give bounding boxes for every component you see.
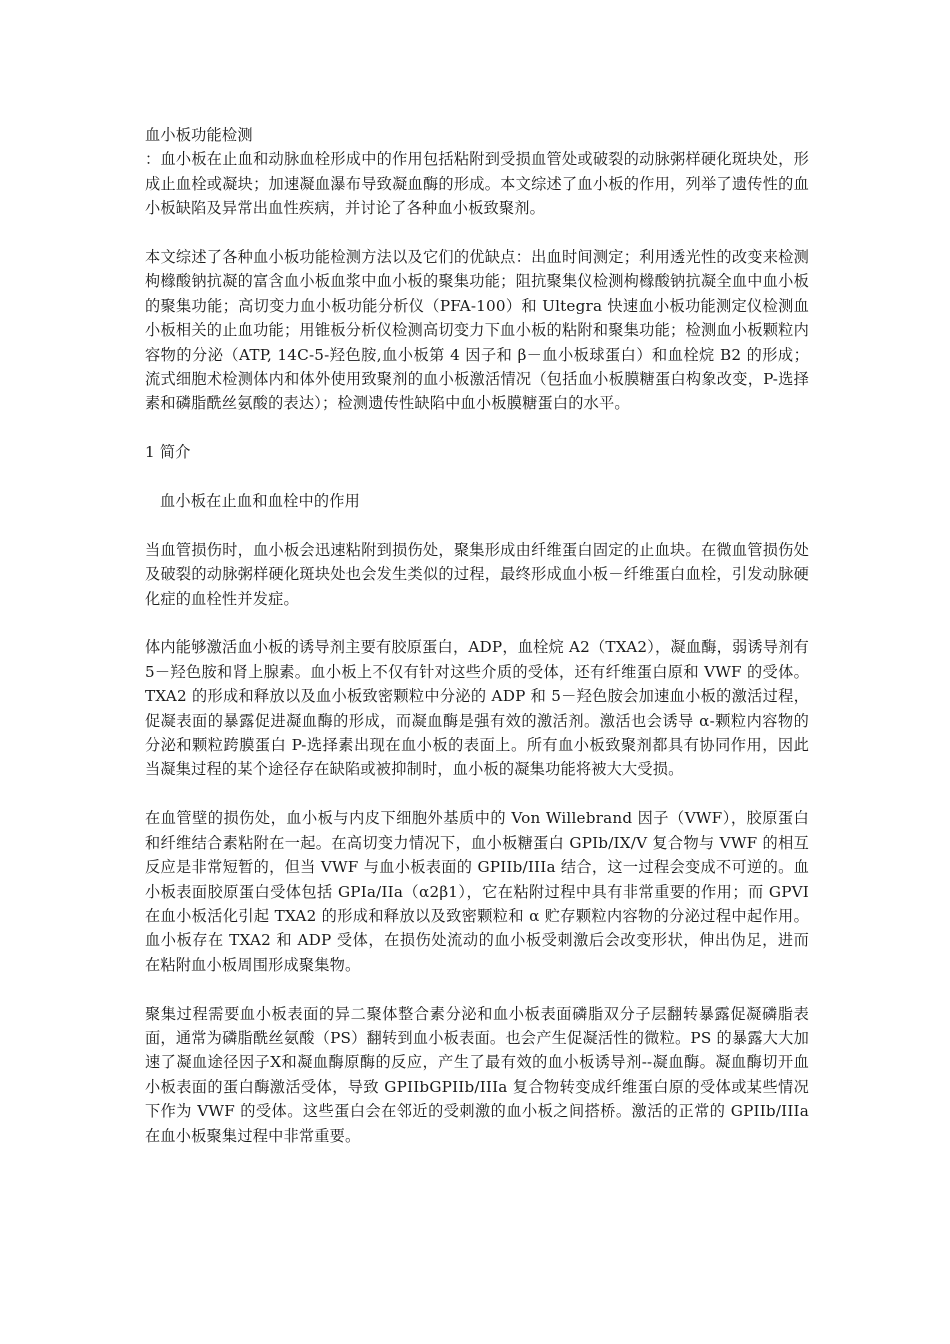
paragraph-gap xyxy=(145,611,809,635)
paragraph-gap xyxy=(145,465,809,489)
paragraph-gap xyxy=(145,416,809,440)
body-paragraph: 在血管壁的损伤处，血小板与内皮下细胞外基质中的 Von Willebrand 因子（VWF），胶原蛋白和纤维结合素粘附在一起。在高切变力情况下，血小板糖蛋白 GPIb/IX/V 复合物与 VWF 的相互反应是非常短暂的，但当 VWF 与血小板表面的 GPIIb/IIIa 结合，这一过程会变成不可逆的。血小板表面胶原蛋白受体包括 GPIa/IIa（α2β1），它在粘附过程中具有非常重要的作用；而 GPVI 在血小板活化引起 TXA2 的形成和释放以及致密颗粒和 α 贮存颗粒内容物的分泌过程中起作用。血小板存在 TXA2 和 ADP 受体，在损伤处流动的血小板受刺激后会改变形状，伸出伪足，进而在粘附血小板周围形成聚集物。 xyxy=(145,809,809,974)
paragraph-gap xyxy=(145,513,809,537)
document-body xyxy=(145,123,809,1148)
section-heading: 1 简介 xyxy=(145,443,191,462)
paragraph-gap xyxy=(145,977,809,1001)
document-title: 血小板功能检测 xyxy=(145,126,253,144)
body-paragraph: 聚集过程需要血小板表面的异二聚体整合素分泌和血小板表面磷脂双分子层翻转暴露促凝磷脂表面，通常为磷脂酰丝氨酸（PS）翻转到血小板表面。也会产生促凝活性的微粒。PS 的暴露大大加速了凝血途径因子Ⅹ和凝血酶原酶的反应，产生了最有效的血小板诱导剂--凝血酶。凝血酶切开血小板表面的蛋白酶激活受体，导致 GPIIbGPIIb/IIIa 复合物转变成纤维蛋白原的受体或某些情况下作为 VWF 的受体。这些蛋白会在邻近的受刺激的血小板之间搭桥。激活的正常的 GPIIb/IIIa 在血小板聚集过程中非常重要。 xyxy=(145,1004,809,1145)
body-paragraph: 当血管损伤时，血小板会迅速粘附到损伤处，聚集形成由纤维蛋白固定的止血块。在微血管损伤处及破裂的动脉粥样硬化斑块处也会发生类似的过程，最终形成血小板－纤维蛋白血栓，引发动脉硬化症的血栓性并发症。 xyxy=(145,540,809,608)
summary-paragraph: 本文综述了各种血小板功能检测方法以及它们的优缺点：出血时间测定；利用透光性的改变来检测枸橼酸钠抗凝的富含血小板血浆中血小板的聚集功能；阻抗聚集仪检测枸橼酸钠抗凝全血中血小板的聚集功能；高切变力血小板功能分析仪（PFA-100）和 Ultegra 快速血小板功能测定仪检测血小板相关的止血功能；用锥板分析仪检测高切变力下血小板的粘附和聚集功能；检测血小板颗粒内容物的分泌（ATP, 14C-5-羟色胺,血小板第 4 因子和 β－血小板球蛋白）和血栓烷 B2 的形成；流式细胞术检测体内和体外使用致聚剂的血小板激活情况（包括血小板膜糖蛋白构象改变，P-选择素和磷脂酰丝氨酸的表达）；检测遗传性缺陷中血小板膜糖蛋白的水平。 xyxy=(145,248,809,413)
paragraph-gap xyxy=(145,782,809,806)
body-paragraph: 体内能够激活血小板的诱导剂主要有胶原蛋白，ADP，血栓烷 A2（TXA2），凝血酶，弱诱导剂有 5－羟色胺和肾上腺素。血小板上不仅有针对这些介质的受体，还有纤维蛋白原和 VWF 的受体。TXA2 的形成和释放以及血小板致密颗粒中分泌的 ADP 和 5－羟色胺会加速血小板的激活过程，促凝表面的暴露促进凝血酶的形成，而凝血酶是强有效的激活剂。激活也会诱导 α-颗粒内容物的分泌和颗粒跨膜蛋白 P-选择素出现在血小板的表面上。所有血小板致聚剂都具有协同作用，因此当凝集过程的某个途径存在缺陷或被抑制时，血小板的凝集功能将被大大受损。 xyxy=(145,638,809,779)
subsection-heading: 血小板在止血和血栓中的作用 xyxy=(160,492,361,511)
paragraph-gap xyxy=(145,221,809,245)
abstract-paragraph: ：血小板在止血和动脉血栓形成中的作用包括粘附到受损血管处或破裂的动脉粥样硬化斑块处，形成止血栓或凝块；加速凝血瀑布导致凝血酶的形成。本文综述了血小板的作用，列举了遗传性的血小板缺陷及异常出血性疾病，并讨论了各种血小板致聚剂。 xyxy=(145,150,809,218)
